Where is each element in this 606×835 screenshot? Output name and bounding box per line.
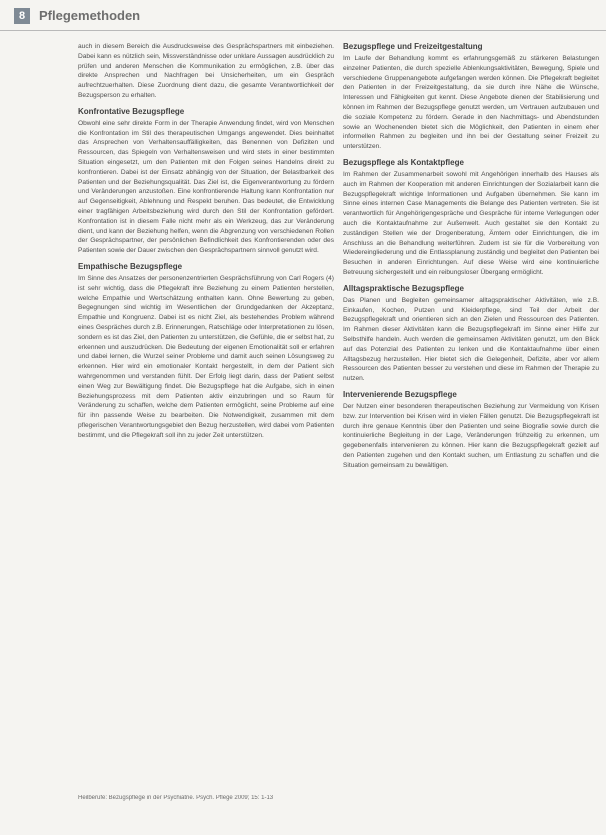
section-paragraph: Der Nutzen einer besonderen therapeutischen Beziehung zur Vermeidung von Krisen bzw. zur Intervention bei Krisen wird in vielen Fällen genutzt. Die Bezugspflegekraft ist durch ihre genaue Kenntnis über den Patienten und seine Biografie sowie durch die kontinuierliche Begleitung in der Lage, Veränderungen frühzeitig zu erkennen, um gegebenenfalls intervenieren zu können. Hier kann die Bezugspflegekraft gezielt auf den Patienten zugehen und den Kontakt suchen, um Entlastung zu schaffen und die Situation gemeinsam zu bewältigen. xyxy=(343,402,599,469)
page-number: 8 xyxy=(14,8,30,24)
section-heading: Bezugspflege und Freizeitgestaltung xyxy=(343,42,483,51)
section-paragraph: Das Planen und Begleiten gemeinsamer alltagspraktischer Aktivitäten, wie z.B. Einkaufen, Kochen, Putzen und Kleiderpflege, sind Teil der Arbeit der Bezugspflegekraft und orientieren sich an den Zielen und Ressourcen des Patienten. Im Rahmen dieser Aktivitäten kann die Bezugspflegekraft im Sinne einer Hilfe zur Selbsthilfe handeln. Auch werden die gemeinsamen Aktivitäten genutzt, um den Blick auf das Potenzial des Patienten zu lenken und die Kontaktaufnahme über einen Alltagsbezug herzustellen. Hier bietet sich die Gelegenheit, Defizite, aber vor allem Ressourcen des Patienten besser zu verstehen und diese im Rahmen der Therapie zu nutzen. xyxy=(343,296,599,383)
section-heading: Empathische Bezugspflege xyxy=(78,261,183,271)
section-heading: Bezugspflege als Kontaktpflege xyxy=(343,157,464,167)
section-paragraph: Im Laufe der Behandlung kommt es erfahrungsgemäß zu stärkeren Belastungen einzelner Patienten, die durch spezielle Ablenkungsaktivitäten, Bewegung, Spiele und verschiedene Gruppenangebote aufgefangen werden können. Die Pflegekraft begleitet den Patienten in der Freizeitgestaltung, da sie durch ihre Nähe die Wünsche, Interessen und Fähigkeiten gut kennt. Diese Angebote dienen der Stabilisierung und können im Rahmen der Bezugspflege genutzt werden, um Vertrauen aufzubauen und die soziale Kompetenz zu fördern. Gerade in den Nachmittags- und Abendstunden sowie an Wochenenden bietet sich die Möglichkeit, den Patienten in einem eher informellen Rahmen zu begleiten und ihn bei der Gestaltung seiner Freizeit zu unterstützen. xyxy=(343,55,599,151)
section-paragraph: Obwohl eine sehr direkte Form in der Therapie Anwendung findet, wird von Menschen die Konfrontation im Stil des therapeutischen Umgangs angewendet. Dies beinhaltet das Ansprechen von Verhaltensauffälligkeiten, das Benennen von Defiziten und Ressourcen, das Spiegeln von Verhaltensweisen und wird stets in einer bestimmten Situation eingesetzt, um den Patienten mit den Folgen seines Handelns direkt zu konfrontieren. Dabei ist der Einsatz abhängig von der Situation, der Belastbarkeit des Patienten und der Beziehungsqualität. Das Ziel ist, die Eigenverantwortung zu fördern und Veränderungen anzustoßen. Eine konfrontierende Haltung kann Konfrontation nur auf Gegenseitigkeit, Ablehnung und Respekt beruhen. Das bedeutet, die Entwicklung einer tragfähigen Arbeitsbeziehung wird durch den Stil der Konfrontation gefördert. Konfrontation ist in diesem Falle nicht mehr als ein Werkzeug, das zur Veränderung dient, und kann der Beziehung helfen, wenn die Abgrenzung von verschiedenen Rollen der Gesprächspartner, der persönlichen Befindlichkeit des Konfrontierenden oder des Patienten sowie der Dauer zwischen den Gesprächspartnern sinnvoll genutzt wird. xyxy=(78,119,334,255)
section-paragraph: Im Rahmen der Zusammenarbeit sowohl mit Angehörigen innerhalb des Hauses als auch im Rahmen der Kooperation mit anderen Einrichtungen der Sozialarbeit kann die Bezugspflegekraft wichtige Informationen und Aufgaben übernehmen. Sie kann im Sinne eines internen Case Managements die Belange des Patienten vertreten. Sie ist verantwortlich für Angehörigengespräche und Gespräche für interne Verlegungen oder auch die Kontaktaufnahme zur Außenwelt. Auch gestaltet sie den Kontakt zu zuständigen Stellen wie der Drogenberatung, Ämtern oder Einrichtungen, die im Anschluss an die Behandlung weiterführen. Zudem ist sie für die Vorbereitung von Wiedereingliederung und die Entlassplanung zuständig und begleitet den Patienten bei Besuchen in anderen Einrichtungen. Auf diese Weise wird eine kontinuierliche Betreuung sichergestellt und ein reibungsloser Übergang ermöglicht. xyxy=(343,170,599,276)
running-title: Pflegemethoden xyxy=(39,8,141,23)
section-heading: Intervenierende Bezugspflege xyxy=(343,389,457,399)
intro-paragraph: auch in diesem Bereich die Ausdrucksweise des Gesprächspartners mit einbeziehen. Dabei kann es nützlich sein, Missverständnisse oder unklare Aussagen ausdrücklich zu prüfen und anderen Menschen die Kommunikation zu ermöglichen, z.B. über das direkte Ansprechen und Nachfragen bei Unsicherheiten, um ein Gespräch aufrechtzuerhalten. Diese Zuordnung dient dazu, die gesamte Verantwortlichkeit der Bezugsperson zu erhalten. xyxy=(78,43,334,99)
page-header xyxy=(0,0,606,31)
section-heading: Konfrontative Bezugspflege xyxy=(78,106,185,116)
right-column xyxy=(343,42,599,474)
page-footer: Heilberufe: Bezugspflege in der Psychiatrie. Psych. Pflege 2009; 15: 1-13 xyxy=(78,795,274,801)
section-heading: Alltagspraktische Bezugspflege xyxy=(343,283,464,293)
left-column xyxy=(78,42,334,444)
section-paragraph: Im Sinne des Ansatzes der personenzentrierten Gesprächsführung von Carl Rogers (4) ist sehr wichtig, dass die Pflegekraft ihre Beziehung zu einem Patienten herstellen, welche Empathie und Wertschätzung enthalten kann. Ohne Bewertung zu geben, Begegnungen sind wichtig im Wesentlichen der Grundgedanken der Akzeptanz, Empathie und Kongruenz. Dabei ist es nicht Ziel, als bestehendes Problem während eines Gespräches durch z.B. Erinnerungen, Ratschläge oder Interpretationen zu lösen, sondern es ist das Ziel, den Patienten zu unterstützen, die Gefühle, die er selbst hat, zu erkennen und auszudrücken. Die Bedeutung der eigenen Emotionalität soll er erfahren und dabei lernen, die Wurzel seiner Probleme und damit auch seinen Lösungsweg zu erkennen. Hier wird ein emotionaler Kontakt hergestellt, in dem der Patient sich wahrgenommen und verstanden fühlt. Der Erfolg liegt darin, dass der Patient selbst einen Weg zur Bewältigung findet. Die Bezugspflege hat die Aufgabe, sich in einen Beziehungsprozess mit dem Patienten aktiv einzubringen und so Raum für Veränderung zu schaffen, welche dem Patienten ermöglicht, seine Probleme auf eine für ihn passende Weise zu bearbeiten. Die Notwendigkeit, zusammen mit dem pflegerischen Verantwortungsgebiet den Bezug herzustellen, wird dabei vom Patienten bestimmt, und die Pflegekraft soll ihn zu jeder Zeit unterstützen. xyxy=(78,274,334,439)
